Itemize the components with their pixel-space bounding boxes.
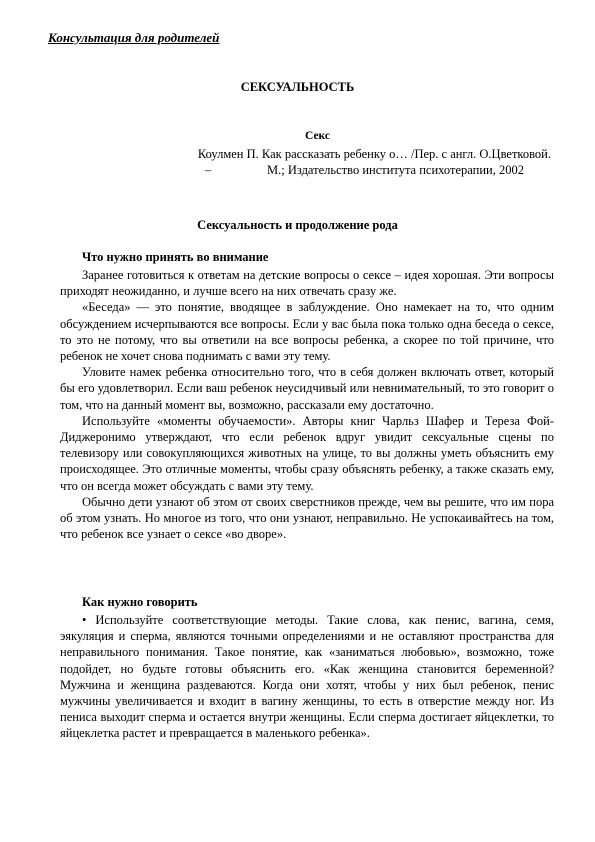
consultation-heading: Консультация для родителей [48,30,220,45]
section-title: Сексуальность и продолжение рода [197,218,398,232]
subheading-how-to-talk: Как нужно говорить [82,595,198,609]
subheading-considerations: Что нужно принять во внимание [82,250,269,264]
paragraph: Обычно дети узнают об этом от своих сверстников прежде, чем вы решите, что им пора об этом узнать. Но многое из того, что они узнают, неправильно. Не успокаивайтесь на том, что ребенок все узнает о сексе «во дворе». [60,494,554,542]
body-block-how-to-talk [60,612,554,742]
source-citation: Коулмен П. Как рассказать ребенку о… /Пер. с англ. О.Цветковой. [197,147,551,161]
paragraph: Заранее готовиться к ответам на детские вопросы о сексе – идея хорошая. Эти вопросы приходят неожиданно, и лучше всего на них отвечать сразу же. [60,268,554,299]
source-publisher-line [205,163,524,178]
document-title: СЕКСУАЛЬНОСТЬ [240,80,355,94]
paragraph: «Беседа» — это понятие, вводящее в заблуждение. Оно намекает на то, что одним обсуждением исчерпываются все вопросы. Если у вас была пока только одна беседа о сексе, то это не потому, что вы ответили на все вопросы ребенка, а скорее по той причине, что ребенок не хочет снова поднимать с вами эту тему. [60,300,554,364]
paragraph: • Используйте соответствующие методы. Такие слова, как пенис, вагина, семя, эякуляция и сперма, являются точными определениями и не оставляют пространства для неправильного понимания. Такое понятие, как «заниматься любовью», возможно, тоже подойдет, но будьте готовы объяснить его. «Как женщина становится беременной? Мужчина и женщина раздеваются. Когда они хотят, чтобы у них был ребенок, пенис мужчины увеличивается и входит в вагину женщины, то есть в отверстие между ног. Из пениса выходит сперма и остается внутри женщины. Если сперма достигает яйцеклетки, то яйцеклетка растет и превращается в маленького ребенка». [60,613,554,741]
paragraph: Используйте «моменты обучаемости». Авторы книг Чарльз Шафер и Тереза Фой-Диджеронимо утверждают, что если ребенок вдруг увидит сексуальные сцены по телевизору или совокупляющихся животных на улице, то вы должны уметь объяснить ему происходящее. Это отличные моменты, чтобы сразу объяснять ребенку, а также сказать ему, что он всегда может обсуждать с вами эту тему. [60,413,554,493]
source-label: Секс [305,130,330,142]
source-dash: – [205,163,212,177]
paragraph: Уловите намек ребенка относительно того, что в себя должен включать ответ, который бы его удовлетворил. Если ваш ребенок неусидчивый или невнимательный, то это говорит о том, что на данный момент вы, возможно, рассказали ему достаточно. [60,365,554,412]
source-publisher: М.; Издательство института психотерапии, 2002 [267,163,524,177]
body-block-considerations [60,267,554,542]
